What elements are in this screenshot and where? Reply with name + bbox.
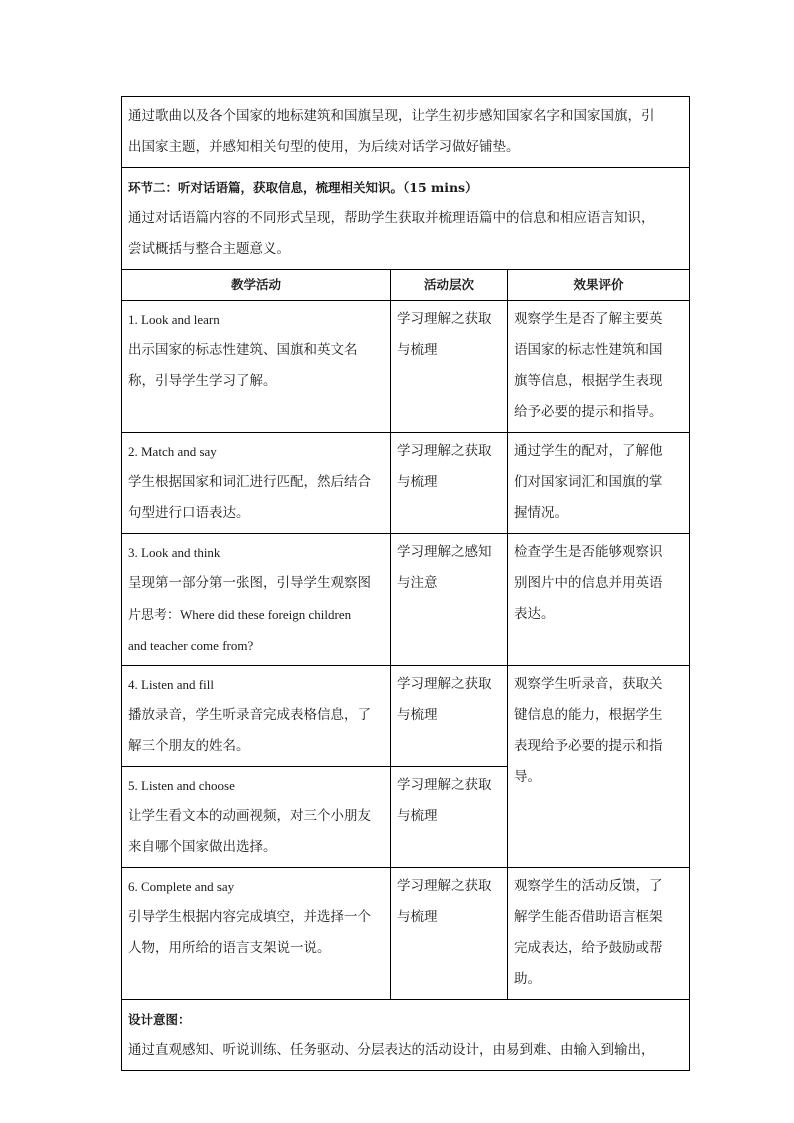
activity-text: and teacher come from? xyxy=(128,638,254,653)
table-row xyxy=(122,868,690,1000)
header-activity: 教学活动 xyxy=(122,270,391,301)
activity-text: 出示国家的标志性建筑、国旗和英文名 xyxy=(128,342,358,358)
evaluation-text: 给予必要的提示和指导。 xyxy=(514,404,663,420)
section2-heading: 环节二：听对话语篇，获取信息，梳理相关知识。（15 mins） xyxy=(128,180,478,195)
evaluation-cell xyxy=(508,868,690,1000)
evaluation-text: 助。 xyxy=(514,971,541,987)
intro-line: 出国家主题，并感知相关句型的使用，为后续对话学习做好铺垫。 xyxy=(128,139,520,155)
evaluation-cell xyxy=(508,666,690,868)
section2-row xyxy=(122,168,690,270)
evaluation-text: 观察学生听录音，获取关 xyxy=(514,676,663,692)
level-text: 学习理解之获取 xyxy=(397,676,492,692)
evaluation-text: 键信息的能力，根据学生 xyxy=(514,707,663,723)
evaluation-cell xyxy=(508,301,690,433)
design-line: 通过直观感知、听说训练、任务驱动、分层表达的活动设计，由易到难、由输入到输出， xyxy=(128,1042,655,1058)
header-evaluation: 效果评价 xyxy=(508,270,690,301)
activity-cell xyxy=(122,767,391,868)
activity-text: 人物，用所给的语言支架说一说。 xyxy=(128,940,331,956)
section2-line: 尝试概括与整合主题意义。 xyxy=(128,241,290,257)
activity-cell xyxy=(122,301,391,433)
intro-row xyxy=(122,97,690,168)
activity-text: 解三个朋友的姓名。 xyxy=(128,738,250,754)
activity-text: 来自哪个国家做出选择。 xyxy=(128,839,277,855)
lesson-plan-sheet xyxy=(121,96,689,1071)
evaluation-text: 观察学生是否了解主要英 xyxy=(514,311,663,327)
evaluation-cell xyxy=(508,534,690,666)
evaluation-text: 表现给予必要的提示和指 xyxy=(514,738,663,754)
evaluation-text: 别图片中的信息并用英语 xyxy=(514,575,663,591)
evaluation-cell xyxy=(508,433,690,534)
activity-text: 片思考：Where did these foreign children xyxy=(128,607,352,622)
activity-title: 4. Listen and fill xyxy=(128,677,214,692)
activity-title: 1. Look and learn xyxy=(128,312,220,327)
level-text: 与梳理 xyxy=(397,342,438,358)
lesson-plan-table xyxy=(121,96,690,1071)
activity-cell xyxy=(122,433,391,534)
evaluation-text: 们对国家词汇和国旗的掌 xyxy=(514,474,663,490)
level-cell xyxy=(391,301,508,433)
evaluation-text: 观察学生的活动反馈，了 xyxy=(514,878,663,894)
activity-title: 6. Complete and say xyxy=(128,879,235,894)
level-cell xyxy=(391,767,508,868)
activity-text: 称，引导学生学习了解。 xyxy=(128,373,277,389)
level-text: 与梳理 xyxy=(397,707,438,723)
activity-text: 句型进行口语表达。 xyxy=(128,505,250,521)
evaluation-text: 检查学生是否能够观察识 xyxy=(514,544,663,560)
table-row xyxy=(122,301,690,433)
design-cell xyxy=(122,1000,690,1071)
evaluation-text: 通过学生的配对，了解他 xyxy=(514,443,663,459)
level-text: 学习理解之获取 xyxy=(397,311,492,327)
level-text: 与梳理 xyxy=(397,474,438,490)
activity-cell xyxy=(122,868,391,1000)
activity-text: 让学生看文本的动画视频，对三个小朋友 xyxy=(128,808,371,824)
activity-title: 2. Match and say xyxy=(128,444,217,459)
section2-cell xyxy=(122,168,690,270)
design-row xyxy=(122,1000,690,1071)
level-text: 学习理解之获取 xyxy=(397,878,492,894)
activity-title: 3. Look and think xyxy=(128,545,221,560)
design-heading: 设计意图： xyxy=(128,1012,191,1027)
evaluation-text: 解学生能否借助语言框架 xyxy=(514,909,663,925)
activity-cell xyxy=(122,534,391,666)
level-cell xyxy=(391,433,508,534)
evaluation-text: 完成表达，给予鼓励或帮 xyxy=(514,940,663,956)
level-cell xyxy=(391,534,508,666)
evaluation-text: 表达。 xyxy=(514,606,555,622)
table-row xyxy=(122,534,690,666)
level-text: 与梳理 xyxy=(397,909,438,925)
level-text: 学习理解之感知 xyxy=(397,544,492,560)
level-text: 与梳理 xyxy=(397,808,438,824)
activity-text: 播放录音，学生听录音完成表格信息，了 xyxy=(128,707,371,723)
level-text: 学习理解之获取 xyxy=(397,443,492,459)
level-cell xyxy=(391,868,508,1000)
activity-text: 呈现第一部分第一张图，引导学生观察图 xyxy=(128,575,371,591)
table-row xyxy=(122,433,690,534)
activity-text: 引导学生根据内容完成填空，并选择一个 xyxy=(128,909,371,925)
header-level: 活动层次 xyxy=(391,270,508,301)
level-cell xyxy=(391,666,508,767)
table-row xyxy=(122,666,690,767)
evaluation-text: 导。 xyxy=(514,769,541,785)
evaluation-text: 旗等信息，根据学生表现 xyxy=(514,373,663,389)
intro-cell xyxy=(122,97,690,168)
intro-line: 通过歌曲以及各个国家的地标建筑和国旗呈现，让学生初步感知国家名字和国家国旗，引 xyxy=(128,108,655,124)
evaluation-text: 握情况。 xyxy=(514,505,568,521)
level-text: 与注意 xyxy=(397,575,438,591)
section2-line: 通过对话语篇内容的不同形式呈现，帮助学生获取并梳理语篇中的信息和相应语言知识， xyxy=(128,210,655,226)
level-text: 学习理解之获取 xyxy=(397,777,492,793)
activity-cell xyxy=(122,666,391,767)
table-header-row xyxy=(122,270,690,301)
activity-text: 学生根据国家和词汇进行匹配，然后结合 xyxy=(128,474,371,490)
activity-title: 5. Listen and choose xyxy=(128,778,235,793)
evaluation-text: 语国家的标志性建筑和国 xyxy=(514,342,663,358)
